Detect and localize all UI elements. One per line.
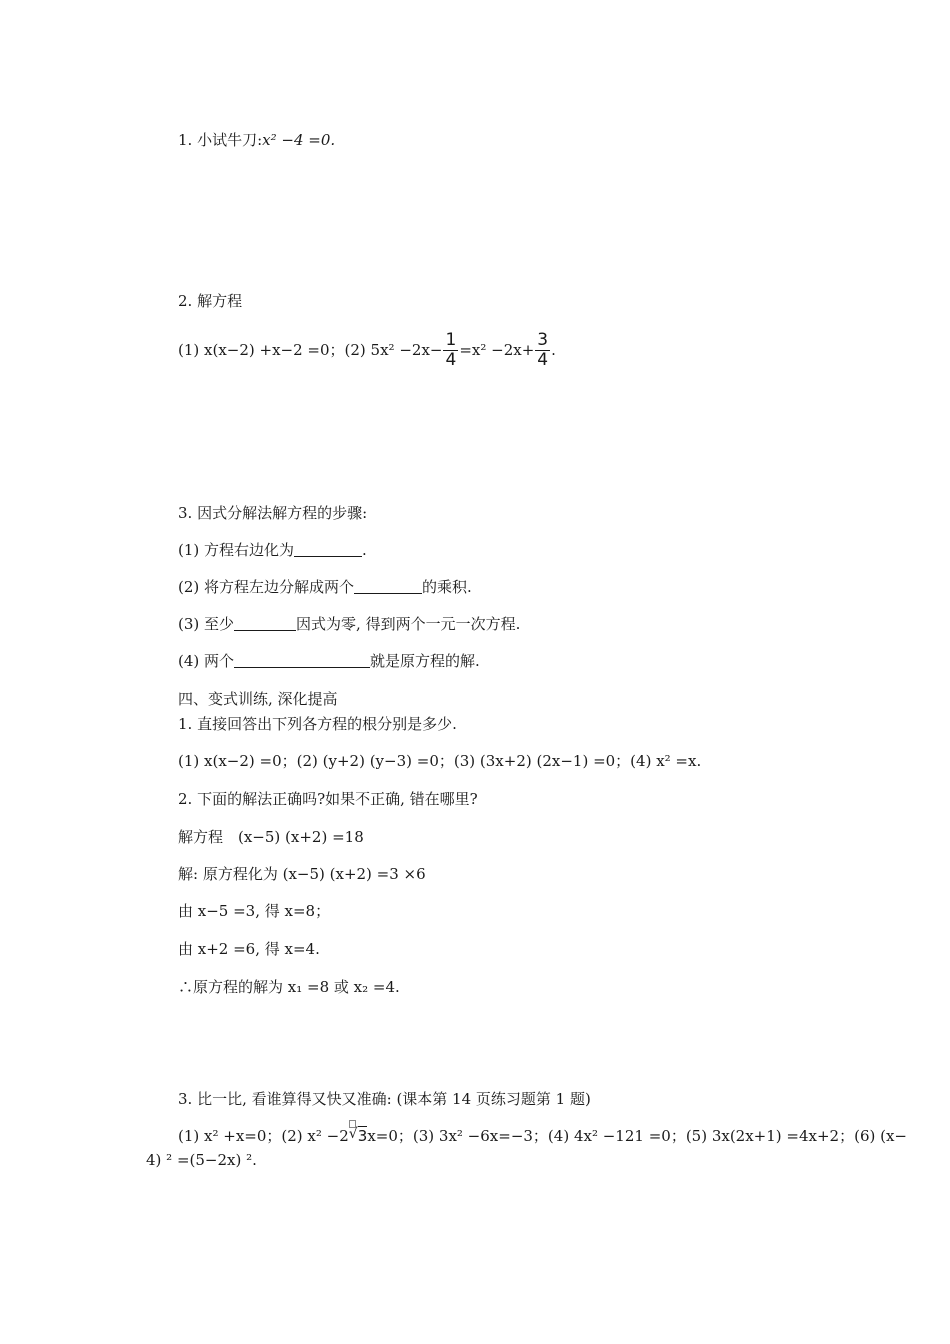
fraction-numerator: 3: [537, 329, 549, 350]
answer-blank[interactable]: [234, 653, 370, 668]
step-3-text: (3) 至少: [178, 615, 235, 633]
step-1: [178, 540, 367, 560]
exercise-1-equation: x² −4 =0.: [262, 131, 336, 149]
practice-2-line-5: ∴原方程的解为 x₁ =8 或 x₂ =4.: [178, 978, 400, 996]
practice-1-equations: (1) x(x−2) =0；(2) (y+2) (y−3) =0；(3) (3x+2) (2x−1) =0；(4) x² =x.: [178, 752, 702, 770]
practice-3-equations-cont: 4) ² =(5−2x) ².: [146, 1151, 257, 1169]
practice-2-line-1: 解方程 (x−5) (x+2) =18: [178, 828, 364, 846]
step-4: [178, 651, 480, 671]
fraction-denominator: 4: [537, 349, 549, 370]
step-2: [178, 577, 472, 597]
fraction-numerator: 1: [445, 329, 457, 350]
practice-3-equations: [178, 1126, 907, 1146]
step-4-end: 就是原方程的解.: [370, 652, 480, 670]
radical-sign-icon: √: [348, 1126, 358, 1142]
step-3-end: 因式为零, 得到两个一元一次方程.: [296, 615, 521, 633]
step-2-text: (2) 将方程左边分解成两个: [178, 578, 355, 596]
practice-3-title: 3. 比一比, 看谁算得又快又准确: (课本第 14 页练习题第 1 题): [178, 1090, 591, 1108]
fraction-one-quarter: [443, 331, 458, 370]
step-4-text: (4) 两个: [178, 652, 235, 670]
answer-blank[interactable]: [294, 542, 362, 557]
answer-blank[interactable]: [234, 616, 296, 631]
square-root: [349, 1126, 368, 1146]
practice-2-line-2: 解: 原方程化为 (x−5) (x+2) =3 ×6: [178, 865, 426, 883]
equation-end: .: [551, 341, 556, 359]
practice-2-line-4: 由 x+2 =6, 得 x=4.: [178, 940, 320, 958]
step-1-text: (1) 方程右边化为: [178, 541, 295, 559]
practice-2-title: 2. 下面的解法正确吗?如果不正确, 错在哪里?: [178, 790, 478, 808]
step-2-end: 的乘积.: [422, 578, 472, 596]
answer-blank[interactable]: [354, 579, 422, 594]
step-1-end: .: [362, 541, 367, 559]
section-4-heading: 四、变式训练, 深化提高: [178, 690, 338, 708]
exercise-2-title: 2. 解方程: [178, 292, 243, 310]
exercise-2-equations: [178, 328, 556, 372]
practice-3-part-a: (1) x² +x=0；(2) x² −2: [178, 1127, 349, 1145]
equation-part-b: =x² −2x+: [459, 341, 535, 359]
step-3: [178, 614, 520, 634]
practice-1-title: 1. 直接回答出下列各方程的根分别是多少.: [178, 715, 457, 733]
exercise-1-label: 1. 小试牛刀:: [178, 131, 263, 149]
radicand: 3: [357, 1127, 368, 1145]
fraction-denominator: 4: [445, 349, 457, 370]
exercise-1: [178, 130, 335, 150]
exercise-3-title: 3. 因式分解法解方程的步骤:: [178, 504, 368, 522]
practice-2-line-3: 由 x−5 =3, 得 x=8；: [178, 902, 331, 920]
equation-part-a: (1) x(x−2) +x−2 =0；(2) 5x² −2x−: [178, 341, 443, 359]
fraction-three-quarters: [535, 331, 550, 370]
practice-3-part-b: x=0；(3) 3x² −6x=−3；(4) 4x² −121 =0；(5) 3x(2x+1) =4x+2；(6) (x−: [367, 1127, 907, 1145]
